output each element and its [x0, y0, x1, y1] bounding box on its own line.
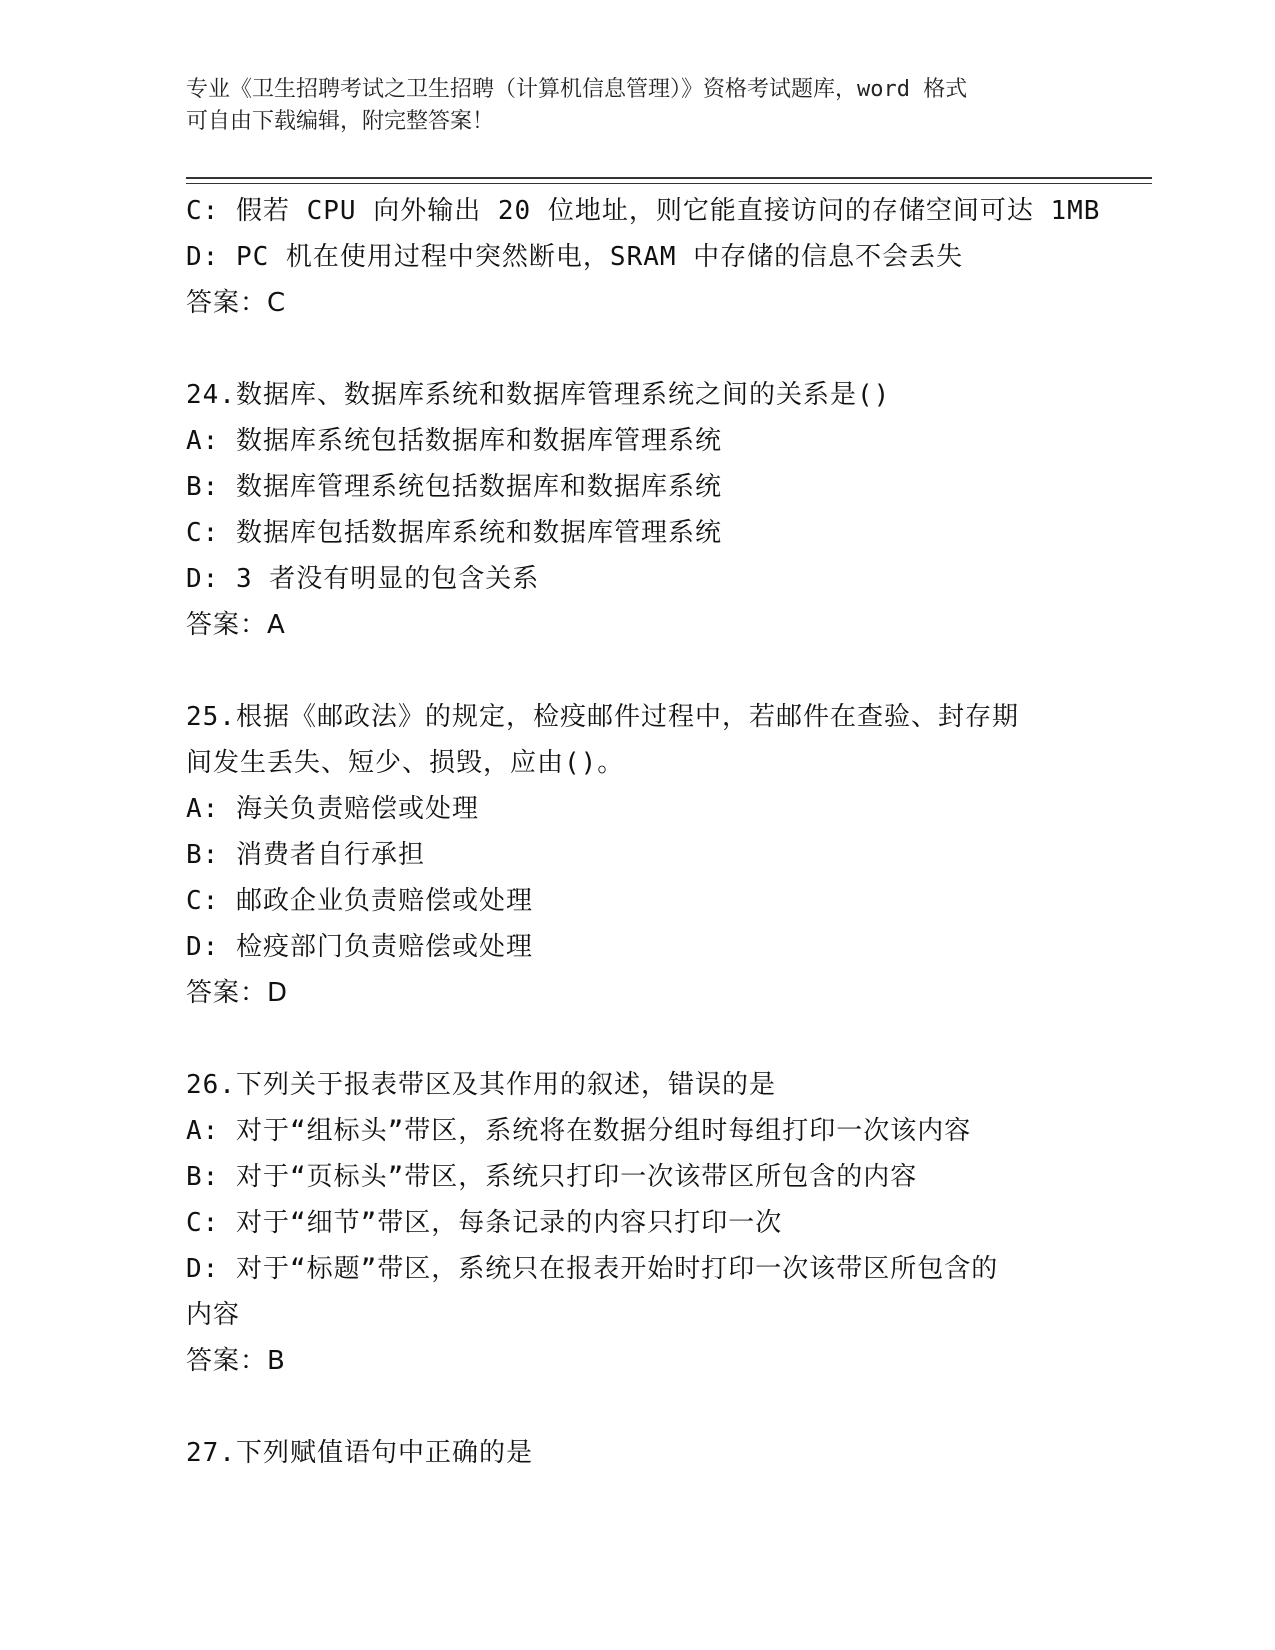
question-text-line-1: 25.根据《邮政法》的规定，检疫邮件过程中，若邮件在查验、封存期: [186, 702, 1019, 732]
option-a: A: 海关负责赔偿或处理: [186, 794, 479, 824]
option-d: D: PC 机在使用过程中突然断电，SRAM 中存储的信息不会丢失: [186, 242, 964, 272]
question-24: [186, 372, 1086, 648]
option-b: B: 数据库管理系统包括数据库和数据库系统: [186, 472, 722, 502]
spacer: [186, 648, 1086, 694]
answer-label: 答案：B: [186, 1346, 286, 1376]
spacer: [186, 1384, 1086, 1430]
answer-label: 答案：D: [186, 978, 289, 1008]
answer-label: 答案：C: [186, 288, 287, 318]
option-d: D: 检疫部门负责赔偿或处理: [186, 932, 533, 962]
question-text: 24.数据库、数据库系统和数据库管理系统之间的关系是(): [186, 380, 891, 410]
answer-label: 答案：A: [186, 610, 286, 640]
option-d: D: 3 者没有明显的包含关系: [186, 564, 540, 594]
spacer: [186, 326, 1086, 372]
option-c: C: 邮政企业负责赔偿或处理: [186, 886, 533, 916]
option-b: B: 消费者自行承担: [186, 840, 425, 870]
option-b: B: 对于“页标头”带区，系统只打印一次该带区所包含的内容: [186, 1162, 918, 1192]
question-25: [186, 694, 1086, 1016]
question-text: 26.下列关于报表带区及其作用的叙述，错误的是: [186, 1070, 776, 1100]
header-line-1: 专业《卫生招聘考试之卫生招聘（计算机信息管理）》资格考试题库，word 格式: [186, 77, 968, 102]
option-c: C: 对于“细节”带区，每条记录的内容只打印一次: [186, 1208, 783, 1238]
question-list: [186, 188, 1101, 1476]
question-text-line-2: 间发生丢失、短少、损毁，应由()。: [186, 748, 625, 778]
question-26: [186, 1062, 1086, 1384]
question-text: 27.下列赋值语句中正确的是: [186, 1438, 533, 1468]
header-divider-thin: [186, 183, 1152, 184]
header-line-2: 可自由下载编辑，附完整答案！: [186, 109, 495, 134]
previous-question-tail: [186, 188, 1101, 326]
option-c: C: 假若 CPU 向外输出 20 位地址，则它能直接访问的存储空间可达 1MB: [186, 196, 1101, 226]
option-a: A: 对于“组标头”带区，系统将在数据分组时每组打印一次该内容: [186, 1116, 972, 1146]
header-divider-thick: [186, 177, 1152, 179]
spacer: [186, 1016, 1086, 1062]
option-d-line-2: 内容: [186, 1300, 241, 1330]
document-header: [186, 74, 1066, 138]
option-d-line-1: D: 对于“标题”带区，系统只在报表开始时打印一次该带区所包含的: [186, 1254, 999, 1284]
question-27: [186, 1430, 1086, 1476]
option-c: C: 数据库包括数据库系统和数据库管理系统: [186, 518, 722, 548]
option-a: A: 数据库系统包括数据库和数据库管理系统: [186, 426, 722, 456]
